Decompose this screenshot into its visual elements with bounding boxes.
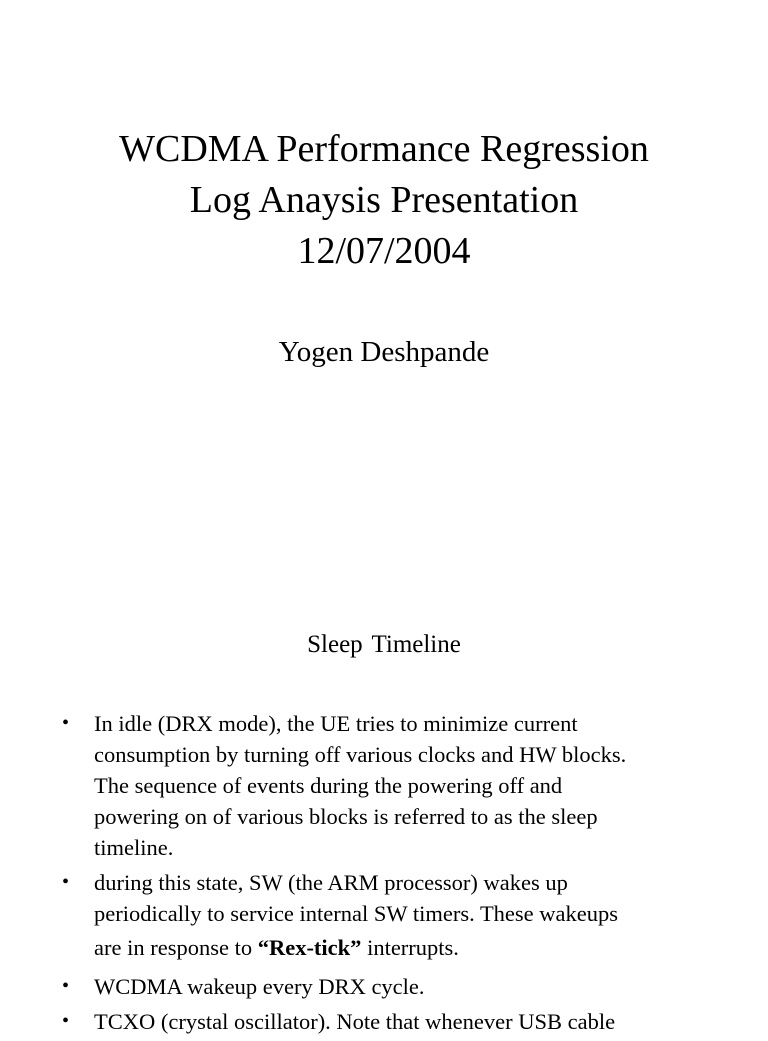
bullet-line: In idle (DRX mode), the UE tries to minimize current bbox=[94, 711, 578, 736]
bullet-text: interrupts. bbox=[361, 935, 459, 960]
bullet-item bbox=[60, 1006, 710, 1037]
bullet-line: periodically to service internal SW timers. These wakeups bbox=[94, 901, 619, 926]
slide-title bbox=[0, 124, 768, 277]
bullet-line bbox=[94, 929, 710, 967]
author-name: Yogen Deshpande bbox=[278, 336, 490, 368]
bullet-line: powering on of various blocks is referred to as the sleep bbox=[94, 804, 598, 829]
bullet-line: consumption by turning off various clocks and HW blocks. bbox=[94, 742, 627, 767]
bullet-item bbox=[60, 971, 710, 1002]
bullet-line: during this state, SW (the ARM processor) wakes up bbox=[94, 870, 568, 895]
bullet-line: TCXO (crystal oscillator). Note that whenever USB cable bbox=[94, 1009, 616, 1034]
title-line-1: WCDMA Performance Regression bbox=[119, 128, 649, 170]
bullet-icon: • bbox=[62, 871, 70, 893]
bullet-icon: • bbox=[62, 1010, 70, 1032]
title-date: 12/07/2004 bbox=[297, 230, 471, 272]
bullet-item bbox=[60, 867, 710, 967]
bullet-icon: • bbox=[62, 975, 70, 997]
bullet-item bbox=[60, 708, 710, 863]
bullet-list bbox=[60, 708, 710, 1041]
title-line-2: Log Anaysis Presentation bbox=[189, 179, 579, 221]
bullet-line: WCDMA wakeup every DRX cycle. bbox=[94, 974, 425, 999]
section-title: Sleep Timeline bbox=[307, 631, 461, 658]
bullet-text: are in response to bbox=[94, 935, 258, 960]
bullet-line: timeline. bbox=[94, 835, 174, 860]
rex-tick-emphasis: “Rex-tick” bbox=[257, 935, 362, 960]
bullet-line: The sequence of events during the powering off and bbox=[94, 773, 563, 798]
bullet-icon: • bbox=[62, 712, 70, 734]
